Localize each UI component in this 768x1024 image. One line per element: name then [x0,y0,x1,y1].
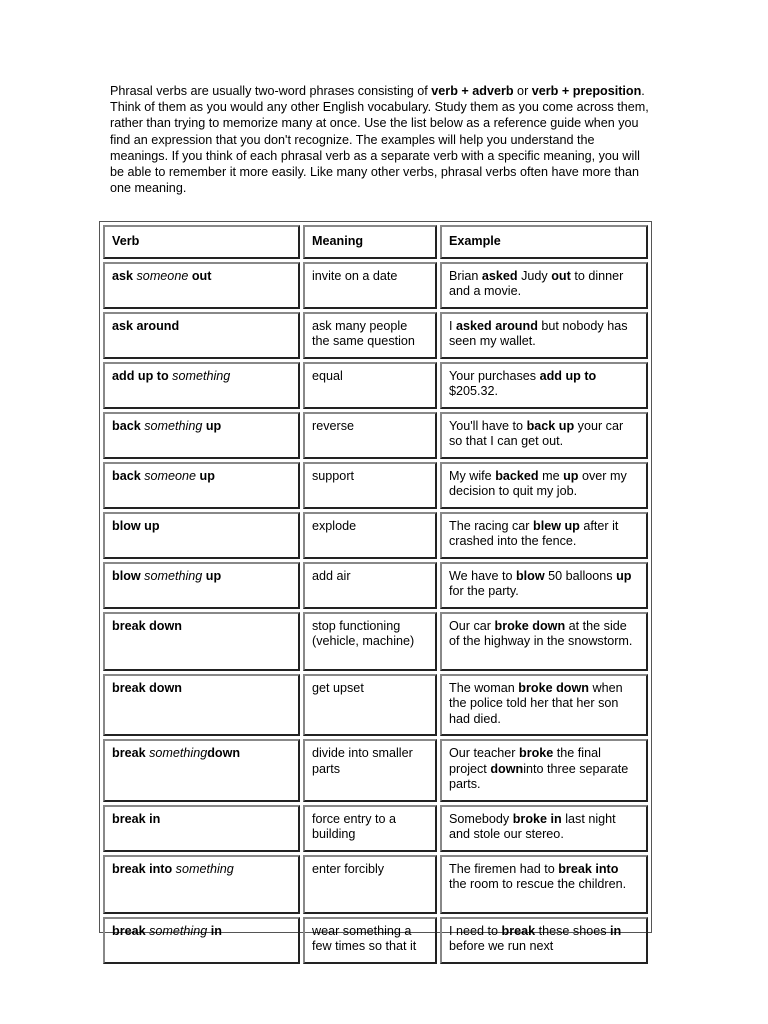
meaning-cell [303,512,437,559]
example-segment: break [501,923,536,938]
meaning-text: get upset [312,680,364,695]
example-cell [440,917,648,964]
example-segment: blew up [533,518,580,533]
example-segment: I [449,318,456,333]
example-cell [440,412,648,459]
verb-cell [103,362,300,409]
verb-segment: up [199,468,215,483]
example-segment: Our teacher [449,746,519,760]
example-segment: 50 balloons [544,568,617,583]
example-segment: asked around [456,318,538,333]
meaning-cell [303,562,437,609]
phrasal-verbs-table [99,221,652,953]
example-segment: My wife [449,468,496,483]
example-segment: The woman [449,680,519,695]
verb-segment: something [145,746,208,760]
example-segment: Somebody [449,811,513,826]
example-cell [440,855,648,914]
verb-segment: in [210,923,222,938]
intro-paragraph [110,83,655,196]
example-segment: last night and stole our stereo. [449,811,616,841]
example-segment: The firemen had to [449,861,559,876]
meaning-cell [303,462,437,509]
meaning-text: ask many people the same question [312,318,415,348]
intro-text-1: Phrasal verbs are usually two-word phrases consisting of [110,84,432,98]
verb-cell [103,674,300,737]
example-cell [440,362,648,409]
example-segment: when the police told her that her son had died. [449,680,623,726]
intro-bold-verb-adverb: verb + adverb [431,84,514,98]
meaning-text: wear something a few times so that it [312,923,417,953]
table-row [103,512,648,559]
table-row [103,412,648,459]
example-segment: blow [515,568,545,583]
table-row [103,312,648,359]
example-segment: back up [526,418,575,433]
verb-segment: something [172,861,234,876]
example-segment: for the party. [449,584,519,598]
verb-segment: something [145,923,211,938]
meaning-text: explode [312,518,357,533]
example-segment: the room to rescue the children. [449,877,627,891]
meaning-text: support [312,468,355,483]
meaning-text: stop functioning (vehicle, machine) [312,618,415,648]
header-meaning: Meaning [303,225,437,259]
example-segment: broke [519,746,554,760]
example-segment: $205.32. [449,384,499,398]
example-segment: broke down [518,680,589,695]
example-segment: these shoes [535,923,611,938]
verb-segment: break into [112,861,173,876]
example-cell [440,262,648,309]
verb-cell [103,312,300,359]
meaning-text: invite on a date [312,268,398,283]
verb-segment: something [168,368,231,383]
meaning-cell [303,312,437,359]
intro-text-3: . Think of them as you would any other English vocabulary. Study them as you come across them, rather than trying to memorize many at once. Use the list below as a reference guide when you find an expression that you don't recognize. The examples will help you understand the meanings. If you think of each phrasal verb as a separate verb with a specific meaning, you will be able to remember it more easily. Like many other verbs, phrasal verbs often have more than one meaning. [110,84,649,196]
table-header-row [103,225,648,259]
table-row [103,612,648,671]
example-segment: broke in [512,811,562,826]
verb-segment: out [191,268,212,283]
example-segment: add up to [539,368,597,383]
meaning-cell [303,362,437,409]
verb-cell [103,412,300,459]
example-cell [440,739,648,802]
meaning-text: enter forcibly [312,861,385,876]
table-row [103,739,648,802]
verb-cell [103,612,300,671]
table-row [103,855,648,914]
verb-segment: up [205,418,222,433]
meaning-cell [303,855,437,914]
verb-segment: break down [112,618,182,633]
verb-cell [103,739,300,802]
example-segment: to dinner and a movie. [449,268,624,298]
meaning-cell [303,739,437,802]
example-segment: break into [558,861,619,876]
verb-segment: back [112,418,141,433]
example-segment: broke down [494,618,566,633]
example-segment: We have to [449,568,516,583]
example-segment: into three separate parts. [449,761,629,791]
table-row [103,562,648,609]
verb-segment: up [205,568,222,583]
example-segment: me [538,468,564,483]
table-row [103,805,648,852]
example-segment: at the side of the highway in the snowstorm. [449,618,633,648]
example-segment: your car so that I can get out. [449,418,624,448]
verb-segment: ask around [112,318,180,333]
verb-cell [103,917,300,964]
verb-cell [103,462,300,509]
example-cell [440,612,648,671]
example-segment: asked [481,268,518,283]
intro-bold-verb-preposition: verb + preposition [531,84,642,98]
verb-segment: something [140,568,206,583]
verb-segment: blow up [112,518,160,533]
verb-segment: someone [140,468,200,483]
meaning-text: equal [312,368,343,383]
verb-segment: back [112,468,141,483]
meaning-cell [303,612,437,671]
example-cell [440,462,648,509]
example-segment: Your purchases [449,368,540,383]
example-segment: You'll have to [449,418,527,433]
example-segment: the final project [449,746,601,776]
example-segment: up [563,468,579,483]
meaning-cell [303,412,437,459]
example-cell [440,805,648,852]
verb-segment: down [207,746,241,760]
example-segment: Brian [449,268,482,283]
intro-text-2: or [513,84,532,98]
meaning-cell [303,262,437,309]
verb-segment: break [112,746,146,760]
example-segment: in [610,923,622,938]
meaning-cell [303,805,437,852]
example-segment: I need to [449,923,502,938]
table-row [103,362,648,409]
example-cell [440,674,648,737]
meaning-text: divide into smaller parts [312,746,413,776]
verb-cell [103,562,300,609]
verb-segment: blow [112,568,141,583]
example-segment: The racing car [449,518,533,533]
verb-segment: something [140,418,206,433]
example-segment: Judy [517,268,552,283]
example-cell [440,312,648,359]
example-cell [440,512,648,559]
verb-segment: ask [112,268,134,283]
verb-cell [103,262,300,309]
meaning-text: reverse [312,418,354,433]
header-verb: Verb [103,225,300,259]
example-segment: up [616,568,632,583]
example-segment: down [490,761,524,776]
example-cell [440,562,648,609]
verb-segment: add up to [112,368,169,383]
phrasal-verbs-grid [100,222,651,967]
example-segment: over my decision to quit my job. [449,468,627,498]
example-segment: Our car [449,618,495,633]
example-segment: out [551,268,571,283]
meaning-text: add air [312,568,351,583]
verb-segment: break [112,923,146,938]
meaning-text: force entry to a building [312,811,396,841]
verb-segment: break down [112,680,182,695]
table-row [103,262,648,309]
verb-segment: someone [133,268,192,283]
meaning-cell [303,917,437,964]
verb-cell [103,855,300,914]
header-example: Example [440,225,648,259]
table-body [103,225,648,964]
verb-cell [103,805,300,852]
example-segment: but nobody has seen my wallet. [449,318,628,348]
example-segment: backed [495,468,539,483]
example-segment: after it crashed into the fence. [449,518,619,548]
table-row [103,462,648,509]
table-row [103,674,648,737]
table-row [103,917,648,964]
verb-segment: break in [112,811,161,826]
example-segment: before we run next [449,939,554,953]
meaning-cell [303,674,437,737]
verb-cell [103,512,300,559]
